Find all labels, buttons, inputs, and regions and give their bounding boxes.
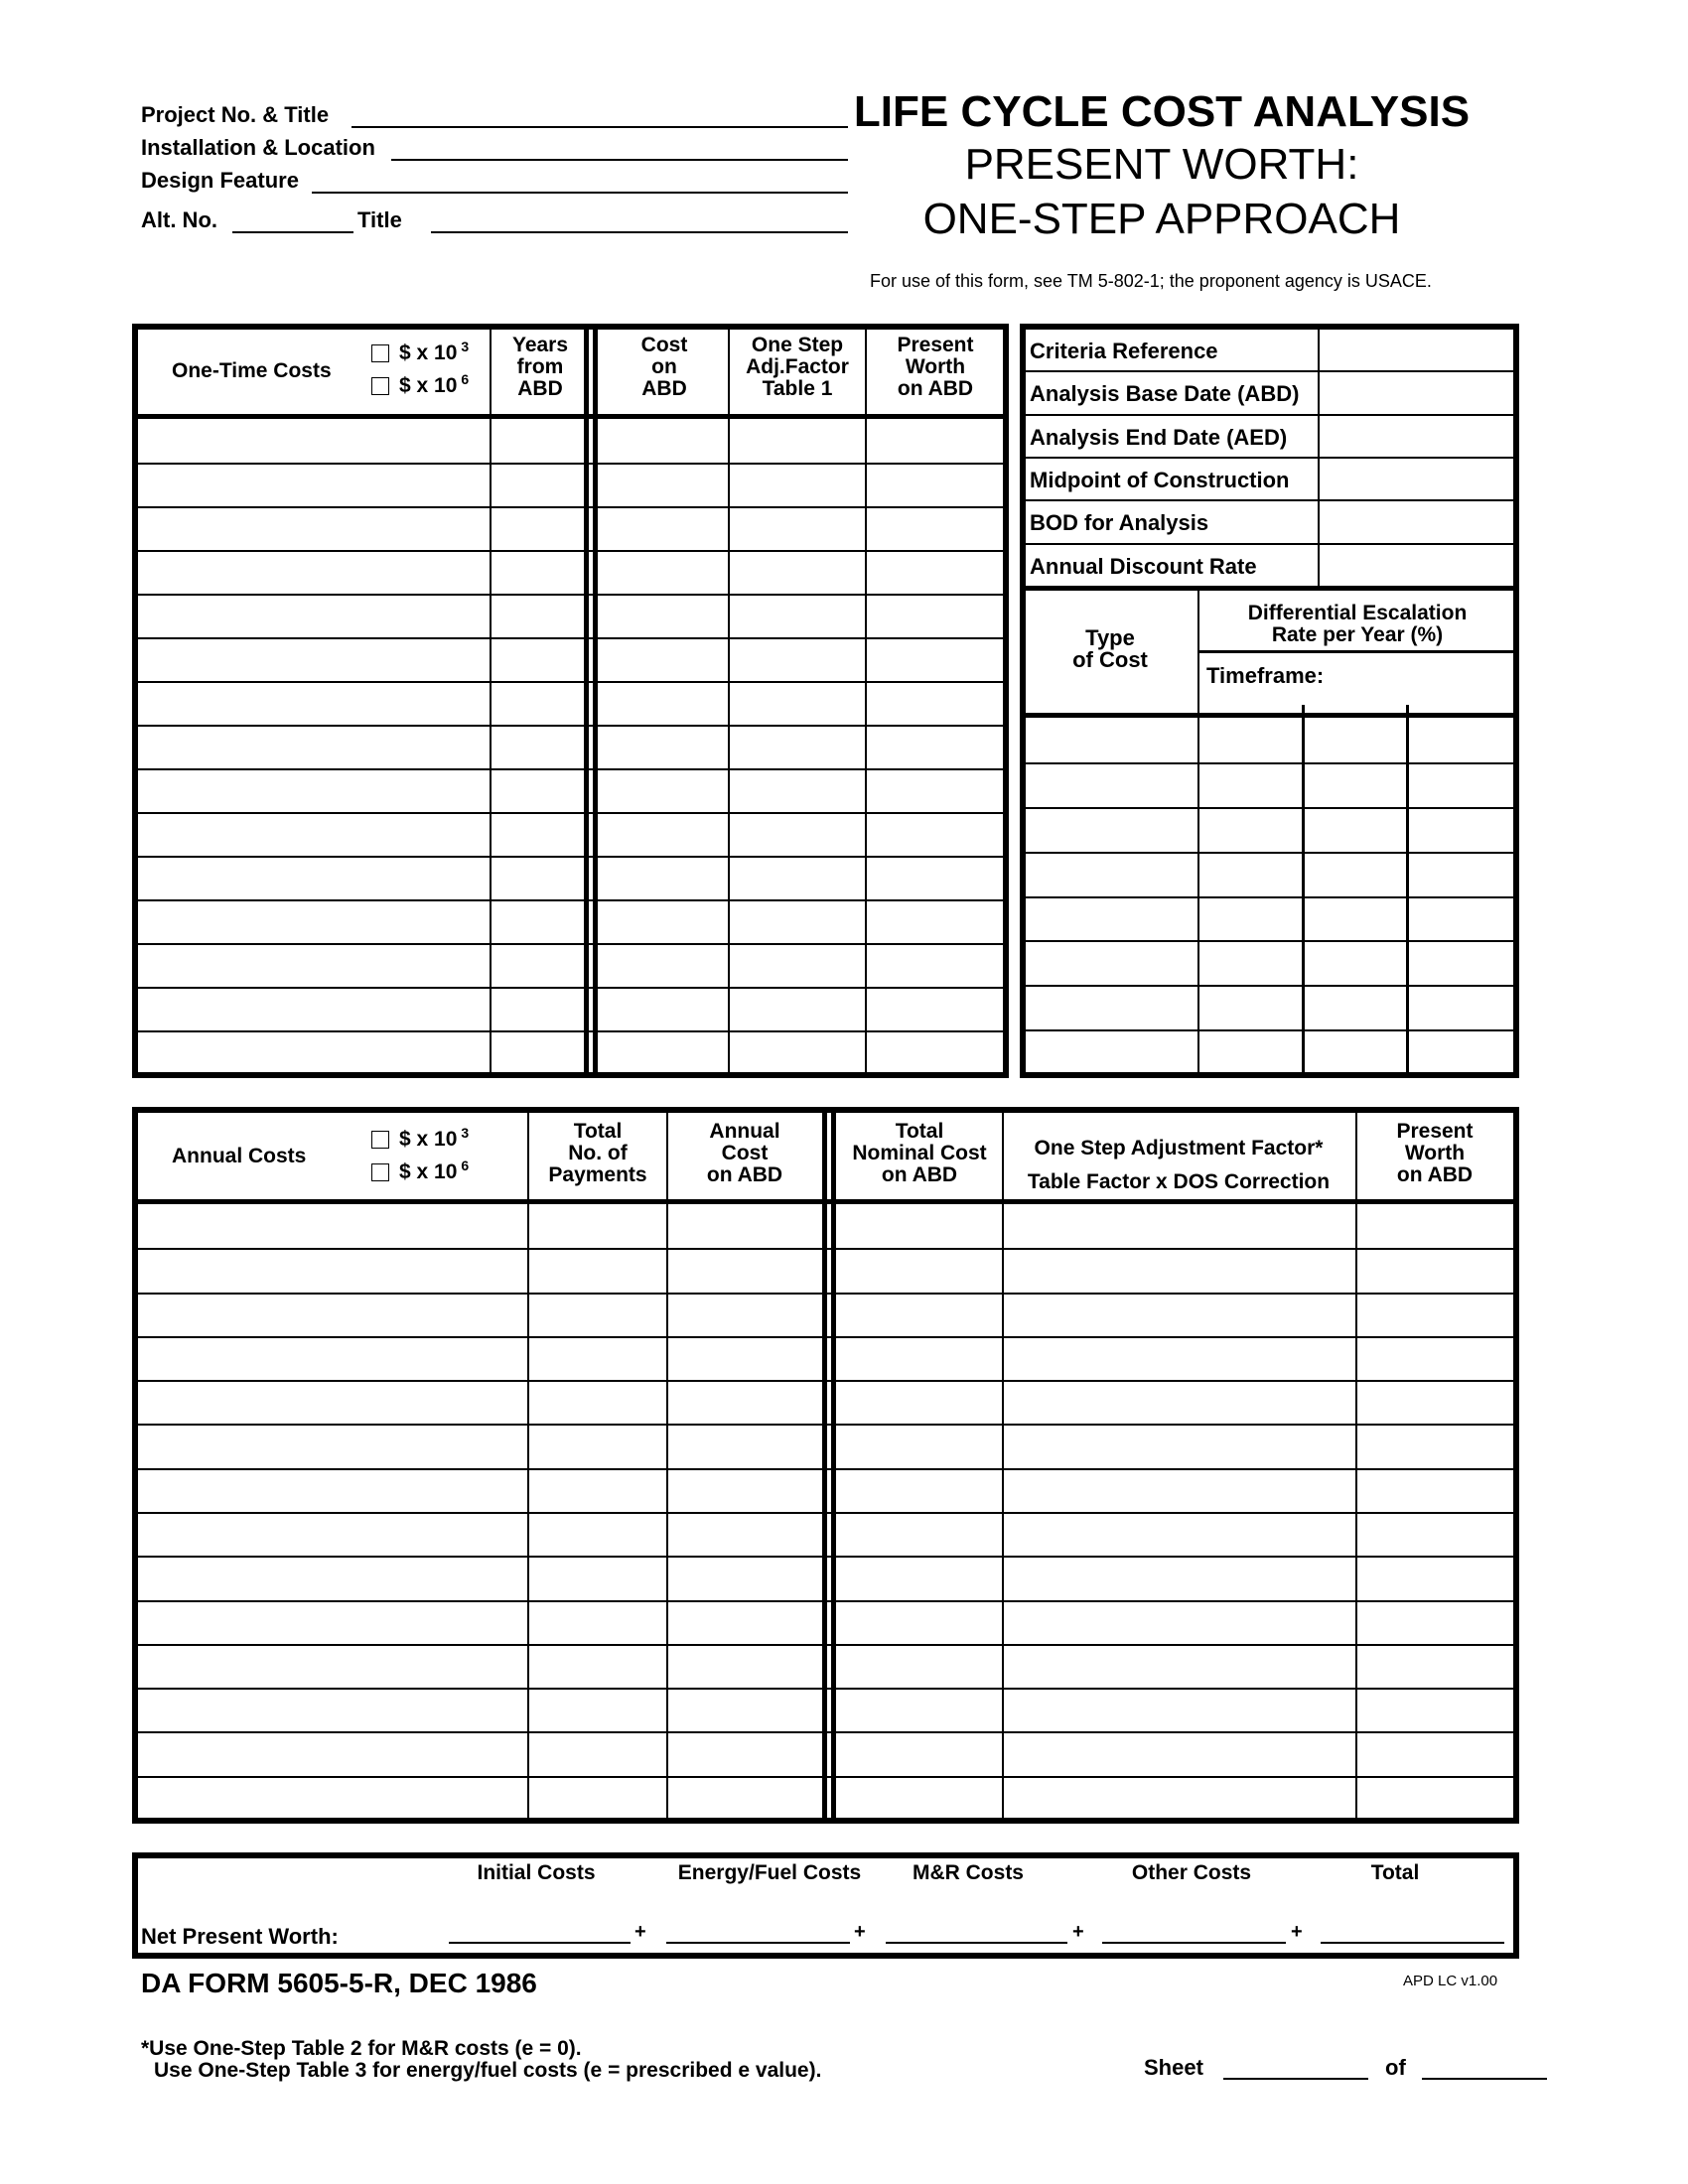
criteria-value-input[interactable] — [1320, 328, 1515, 370]
annual-row[interactable] — [136, 1600, 1515, 1644]
type-of-cost-2: of Cost — [1072, 647, 1148, 672]
annual-row[interactable] — [136, 1248, 1515, 1292]
annual-row[interactable] — [136, 1556, 1515, 1599]
npw-initial-input[interactable] — [449, 1942, 631, 1944]
table-row[interactable] — [136, 899, 1006, 943]
cost-header-3: ABD — [641, 377, 687, 400]
annual-unit-thousands[interactable] — [371, 1126, 469, 1150]
annual-unit-thousands-exp: 3 — [461, 1125, 470, 1141]
pw-header-2: Worth — [905, 355, 966, 378]
annual-row[interactable] — [136, 1776, 1515, 1820]
project-input[interactable] — [352, 126, 848, 128]
criteria-value-input[interactable] — [1320, 499, 1515, 542]
form-subtitle-1: PRESENT WORTH: — [964, 140, 1359, 189]
installation-label: Installation & Location — [141, 135, 375, 160]
criteria-value-input[interactable] — [1320, 414, 1515, 457]
form-subtitle-2: ONE-STEP APPROACH — [922, 195, 1401, 243]
table-row[interactable] — [136, 637, 1006, 681]
footnote-2: Use One-Step Table 3 for energy/fuel costs (e = prescribed e value). — [154, 2059, 822, 2082]
annual-pw-header-1: Present — [1396, 1120, 1474, 1143]
annual-row[interactable] — [136, 1468, 1515, 1512]
usage-note: For use of this form, see TM 5-802-1; the proponent agency is USACE. — [870, 271, 1432, 291]
sheet-of-label: of — [1385, 2055, 1406, 2080]
npw-energy-header: Energy/Fuel Costs — [677, 1861, 862, 1884]
project-label: Project No. & Title — [141, 102, 330, 127]
npw-mr-input[interactable] — [886, 1942, 1067, 1944]
years-header — [491, 335, 590, 400]
escalation-header-2: Rate per Year (%) — [1271, 623, 1444, 646]
npw-total-input[interactable] — [1321, 1942, 1504, 1944]
npw-total-header: Total — [1370, 1861, 1420, 1884]
factor-header — [729, 335, 866, 400]
criteria-label: BOD for Analysis — [1030, 510, 1209, 535]
form-title: LIFE CYCLE COST ANALYSIS — [853, 87, 1471, 136]
escalation-row[interactable] — [1024, 807, 1516, 852]
annual-row[interactable] — [136, 1380, 1515, 1424]
annual-pw-header-3: on ABD — [1396, 1163, 1474, 1186]
years-header-3: ABD — [517, 377, 563, 400]
one-time-costs-label: One-Time Costs — [172, 359, 332, 382]
table-row[interactable] — [136, 506, 1006, 550]
table-row[interactable] — [136, 987, 1006, 1030]
table-row[interactable] — [136, 463, 1006, 506]
annual-checkbox-thousands[interactable] — [371, 1131, 389, 1149]
table-row[interactable] — [136, 812, 1006, 856]
checkbox-millions[interactable] — [371, 377, 389, 395]
table-row[interactable] — [136, 594, 1006, 637]
criteria-label: Midpoint of Construction — [1030, 468, 1290, 492]
pw-header — [866, 335, 1005, 400]
escalation-row[interactable] — [1024, 852, 1516, 896]
factor-header-2: Adj.Factor — [746, 355, 849, 378]
form-version: APD LC v1.00 — [1403, 1973, 1498, 1989]
criteria-value-input[interactable] — [1320, 543, 1515, 586]
escalation-header-1: Differential Escalation — [1247, 602, 1468, 624]
alt-no-input[interactable] — [232, 231, 353, 233]
one-time-unit-millions[interactable] — [371, 372, 469, 396]
years-header-1: Years — [511, 334, 569, 356]
annual-row[interactable] — [136, 1688, 1515, 1731]
annual-pw-header — [1356, 1121, 1513, 1186]
payments-header-3: Payments — [548, 1163, 647, 1186]
escalation-row[interactable] — [1024, 985, 1516, 1029]
nominal-header-2: Nominal Cost — [852, 1142, 987, 1164]
table-row[interactable] — [136, 725, 1006, 768]
years-header-2: from — [516, 355, 564, 378]
cost-header-2: on — [651, 355, 677, 378]
table-row[interactable] — [136, 419, 1006, 463]
alt-title-label: Title — [357, 207, 402, 232]
criteria-label: Analysis Base Date (ABD) — [1030, 381, 1300, 406]
alt-title-input[interactable] — [431, 231, 848, 233]
table-row[interactable] — [136, 768, 1006, 812]
escalation-row[interactable] — [1024, 940, 1516, 985]
unit-thousands-exp: 3 — [461, 339, 470, 354]
factor-header-1: One Step — [751, 334, 844, 356]
npw-plus-3: + — [1072, 1921, 1084, 1943]
annual-costs-label: Annual Costs — [172, 1145, 307, 1167]
annual-pw-header-2: Worth — [1404, 1142, 1466, 1164]
escalation-row[interactable] — [1024, 1029, 1516, 1074]
npw-other-input[interactable] — [1102, 1942, 1286, 1944]
annual-cost-header-3: on ABD — [706, 1163, 783, 1186]
annual-checkbox-millions[interactable] — [371, 1163, 389, 1181]
design-label: Design Feature — [141, 168, 299, 193]
annual-row[interactable] — [136, 1644, 1515, 1688]
annual-unit-millions-text: $ x 10 — [399, 1160, 458, 1183]
npw-plus-1: + — [634, 1921, 646, 1943]
timeframe-label: Timeframe: — [1206, 663, 1325, 688]
table-row[interactable] — [136, 550, 1006, 594]
adj-factor-header-1: One Step Adjustment Factor* — [1034, 1137, 1324, 1160]
annual-row[interactable] — [136, 1204, 1515, 1248]
checkbox-thousands[interactable] — [371, 344, 389, 362]
table-row[interactable] — [136, 1030, 1006, 1074]
payments-header — [528, 1121, 667, 1186]
adj-factor-header-2: Table Factor x DOS Correction — [1027, 1170, 1331, 1193]
annual-row[interactable] — [136, 1293, 1515, 1336]
criteria-value-input[interactable] — [1320, 370, 1515, 413]
one-time-unit-thousands[interactable] — [371, 340, 469, 363]
annual-unit-thousands-text: $ x 10 — [399, 1128, 458, 1151]
unit-millions-exp: 6 — [461, 371, 470, 387]
escalation-header — [1201, 603, 1513, 646]
form-id: DA FORM 5605-5-R, DEC 1986 — [141, 1968, 537, 1998]
unit-millions-text: $ x 10 — [399, 374, 458, 397]
criteria-label: Annual Discount Rate — [1030, 554, 1257, 579]
annual-row[interactable] — [136, 1731, 1515, 1775]
nominal-header-3: on ABD — [881, 1163, 958, 1186]
table-row[interactable] — [136, 856, 1006, 899]
installation-input[interactable] — [391, 159, 848, 161]
criteria-label: Analysis End Date (AED) — [1030, 425, 1288, 450]
type-of-cost-1: Type — [1085, 625, 1135, 650]
npw-mr-header: M&R Costs — [912, 1861, 1024, 1884]
criteria-value-input[interactable] — [1320, 457, 1515, 499]
payments-header-1: Total — [573, 1120, 623, 1143]
design-input[interactable] — [312, 192, 848, 194]
pw-header-3: on ABD — [897, 377, 974, 400]
npw-other-header: Other Costs — [1131, 1861, 1252, 1884]
criteria-bottom-rule — [1020, 586, 1519, 591]
annual-row[interactable] — [136, 1512, 1515, 1556]
escalation-row[interactable] — [1024, 762, 1516, 807]
nominal-header — [837, 1121, 1002, 1186]
table-row[interactable] — [136, 681, 1006, 725]
annual-cost-header-1: Annual — [709, 1120, 780, 1143]
nominal-header-1: Total — [895, 1120, 944, 1143]
escalation-row[interactable] — [1024, 718, 1516, 762]
sheet-label: Sheet — [1144, 2055, 1203, 2080]
footnote-1: *Use One-Step Table 2 for M&R costs (e = 0). — [141, 2037, 582, 2060]
criteria-value-divider — [1318, 328, 1320, 588]
alt-no-label: Alt. No. — [141, 207, 217, 232]
criteria-label: Criteria Reference — [1030, 339, 1218, 363]
sheet-number-input[interactable] — [1223, 2078, 1368, 2080]
table-row[interactable] — [136, 943, 1006, 987]
adj-factor-header — [1003, 1132, 1354, 1199]
type-of-cost-header — [1026, 627, 1195, 671]
cost-header-1: Cost — [640, 334, 688, 356]
payments-header-2: No. of — [568, 1142, 628, 1164]
annual-cost-header — [668, 1121, 821, 1186]
cost-header — [600, 335, 729, 400]
factor-header-3: Table 1 — [762, 377, 833, 400]
annual-unit-millions[interactable] — [371, 1159, 469, 1182]
annual-row[interactable] — [136, 1424, 1515, 1467]
npw-energy-input[interactable] — [666, 1942, 850, 1944]
annual-cost-header-2: Cost — [721, 1142, 769, 1164]
escalation-rule — [1197, 650, 1515, 653]
escalation-row[interactable] — [1024, 896, 1516, 941]
npw-plus-2: + — [854, 1921, 866, 1943]
sheet-total-input[interactable] — [1422, 2078, 1547, 2080]
annual-row[interactable] — [136, 1336, 1515, 1380]
unit-thousands-text: $ x 10 — [399, 341, 458, 364]
annual-unit-millions-exp: 6 — [461, 1158, 470, 1173]
npw-initial-header: Initial Costs — [477, 1861, 596, 1884]
pw-header-1: Present — [897, 334, 974, 356]
npw-plus-4: + — [1291, 1921, 1303, 1943]
npw-label: Net Present Worth: — [141, 1924, 339, 1949]
